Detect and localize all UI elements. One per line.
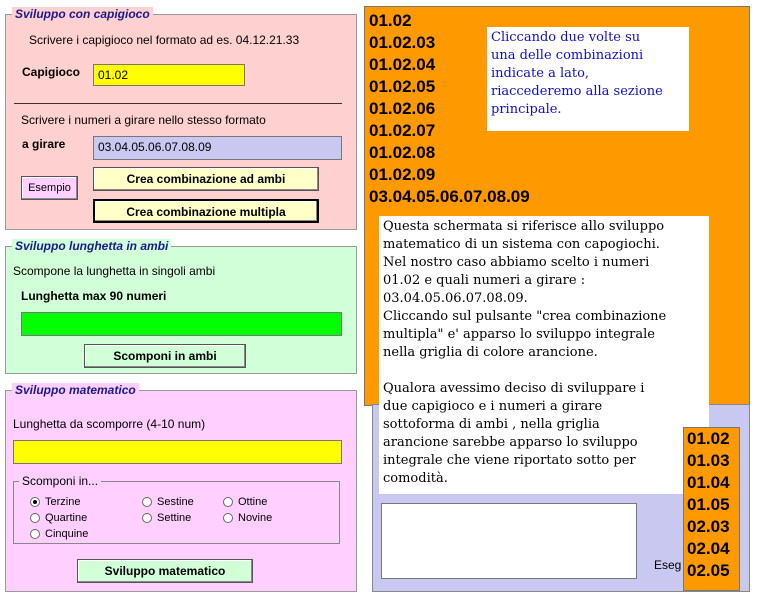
capigioco-instruction: Scrivere i capigioco nel formato ad es. 04.12.21.33	[29, 33, 300, 47]
explanation-line: nella griglia di colore arancione.	[383, 345, 598, 360]
explanation-line: 01.02 e quali numeri a girare :	[383, 273, 586, 288]
ambi-line[interactable]: 02.04	[687, 539, 730, 558]
sviluppo-matematico-button[interactable]: Sviluppo matematico	[77, 559, 253, 583]
radio-dot-icon	[30, 529, 40, 539]
matematico-instruction: Lunghetta da scomporre (4-10 num)	[13, 417, 206, 431]
explanation-line: integrale che viene riportato sotto per	[383, 453, 636, 468]
tip-line: principale.	[491, 102, 562, 117]
radio-novine[interactable]	[223, 512, 272, 524]
radio-quartine[interactable]	[30, 512, 87, 524]
explanation-line: matematico di un sistema con capogiochi.	[383, 237, 660, 252]
explanation-line	[383, 362, 705, 380]
explanation-line: sottoforma di ambi , nella griglia	[383, 417, 600, 432]
multipla-combination-button[interactable]: Crea combinazione multipla	[93, 199, 319, 223]
result-line[interactable]: 01.02.03	[369, 33, 436, 52]
explanation-line: Nel nostro caso abbiamo scelto i numeri	[383, 255, 650, 270]
radio-settine[interactable]	[142, 512, 191, 524]
radio-label: Cinquine	[45, 528, 89, 540]
lunghetta-input[interactable]	[21, 312, 342, 336]
result-line[interactable]: 01.02.05	[369, 77, 436, 96]
tip-line: una delle combinazioni	[491, 48, 644, 63]
notes-textbox[interactable]	[381, 503, 637, 579]
tip-line: Cliccando due volte su	[491, 30, 641, 45]
tip-note	[487, 27, 689, 131]
section-divider	[14, 103, 342, 104]
tip-line: indicate a lato,	[491, 66, 590, 81]
ambi-line[interactable]: 02.03	[687, 517, 730, 536]
ambi-line[interactable]: 02.05	[687, 561, 730, 580]
explanation-line: Cliccando sul pulsante "crea combinazione	[383, 309, 667, 324]
explanation-line: due capigioco e i numeri a girare	[383, 399, 603, 414]
scomponi-group-title: Scomponi in...	[19, 474, 101, 488]
lunghetta-instruction: Scompone la lunghetta in singoli ambi	[13, 264, 216, 278]
radio-dot-icon	[223, 497, 233, 507]
lunghetta-section	[5, 239, 357, 374]
result-line[interactable]: 01.02.09	[369, 165, 436, 184]
ambi-list	[683, 427, 740, 591]
radio-sestine[interactable]	[142, 496, 194, 508]
result-line[interactable]: 01.02.07	[369, 121, 436, 140]
result-line[interactable]: 01.02.06	[369, 99, 436, 118]
result-line[interactable]: 03.04.05.06.07.08.09	[369, 187, 530, 206]
radio-ottine[interactable]	[223, 496, 267, 508]
radio-label: Ottine	[238, 496, 268, 508]
result-line[interactable]: 01.02	[369, 11, 412, 30]
explanation-line: multipla" e' apparso lo sviluppo integrale	[383, 327, 655, 342]
radio-label: Quartine	[45, 512, 88, 524]
explanation-line: arancione sarebbe apparso lo sviluppo	[383, 435, 638, 450]
lunghetta-max-label: Lunghetta max 90 numeri	[21, 289, 167, 303]
explanation-line: Questa schermata si riferisce allo sviluppo	[383, 219, 665, 234]
ambi-line[interactable]: 01.04	[687, 473, 730, 492]
radio-label: Sestine	[157, 496, 194, 508]
radio-label: Novine	[238, 512, 273, 524]
explanation-note	[379, 216, 709, 494]
radio-cinquine[interactable]	[30, 528, 88, 540]
radio-label: Settine	[157, 512, 192, 524]
explanation-line: 03.04.05.06.07.08.09.	[383, 291, 528, 306]
lunghetta-section-title: Sviluppo lunghetta in ambi	[12, 239, 171, 253]
esempio-button[interactable]: Esempio	[21, 176, 78, 200]
ambi-line[interactable]: 01.05	[687, 495, 730, 514]
partial-label: Eseg	[654, 558, 682, 572]
agirare-input[interactable]: 03.04.05.06.07.08.09	[93, 136, 342, 160]
numbers-instruction: Scrivere i numeri a girare nello stesso formato	[21, 113, 266, 127]
radio-dot-icon	[142, 513, 152, 523]
radio-dot-icon	[30, 513, 40, 523]
radio-dot-icon	[223, 513, 233, 523]
matematico-section	[5, 383, 357, 592]
radio-dot-icon	[30, 497, 40, 507]
matematico-section-title: Sviluppo matematico	[12, 383, 139, 397]
radio-label: Terzine	[45, 496, 81, 508]
matematico-input[interactable]	[13, 440, 342, 464]
explanation-line: Qualora avessimo deciso di sviluppare i	[383, 381, 645, 396]
capigioco-section	[5, 7, 357, 230]
ambi-line[interactable]: 01.02	[687, 429, 730, 448]
explanation-line: comodità.	[383, 471, 448, 486]
scomponi-group	[13, 474, 340, 544]
result-line[interactable]: 01.02.08	[369, 143, 436, 162]
capigioco-label: Capigioco	[22, 65, 81, 79]
capigioco-input[interactable]: 01.02	[93, 64, 245, 86]
agirare-label: a girare	[22, 137, 66, 151]
result-line[interactable]: 01.02.04	[369, 55, 436, 74]
scomponi-ambi-button[interactable]: Scomponi in ambi	[84, 344, 246, 368]
capigioco-section-title: Sviluppo con capigioco	[12, 7, 153, 21]
tip-line: riaccederemo alla sezione	[491, 84, 663, 99]
radio-dot-icon	[142, 497, 152, 507]
radio-terzine[interactable]	[30, 496, 80, 508]
ambi-combination-button[interactable]: Crea combinazione ad ambi	[93, 167, 319, 191]
ambi-line[interactable]: 01.03	[687, 451, 730, 470]
